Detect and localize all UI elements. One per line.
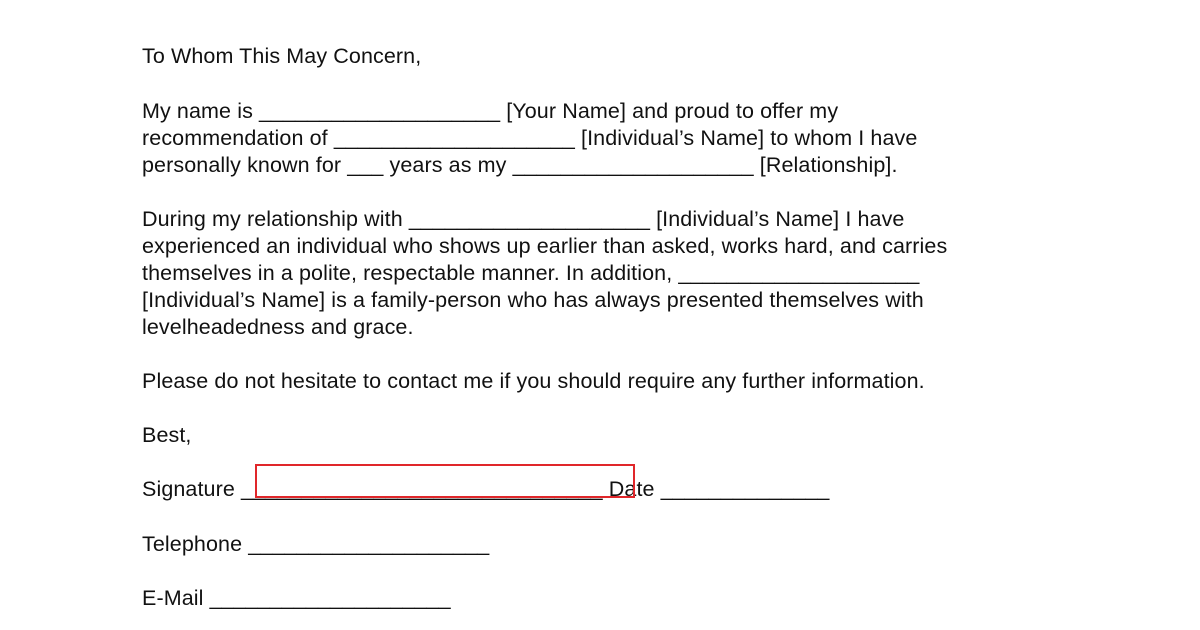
paragraph2-line2: experienced an individual who shows up earlier than asked, works hard, and carries	[142, 234, 948, 258]
signature-line: Signature ______________________________ Date ______________	[142, 477, 830, 501]
salutation: To Whom This May Concern,	[142, 44, 422, 68]
paragraph2-line5: levelheadedness and grace.	[142, 315, 414, 339]
paragraph1-line1: My name is ____________________ [Your Name] and proud to offer my	[142, 99, 839, 123]
paragraph2-line4: [Individual’s Name] is a family-person who has always presented themselves with	[142, 288, 924, 312]
paragraph1-line3: personally known for ___ years as my ____________________ [Relationship].	[142, 153, 898, 177]
paragraph1-line2: recommendation of ____________________ [Individual’s Name] to whom I have	[142, 126, 918, 150]
paragraph2-line1: During my relationship with ____________________ [Individual’s Name] I have	[142, 207, 905, 231]
telephone-line: Telephone ____________________	[142, 532, 490, 556]
paragraph3: Please do not hesitate to contact me if you should require any further information.	[142, 369, 925, 393]
paragraph2-line3: themselves in a polite, respectable manner. In addition, ____________________	[142, 261, 920, 285]
signature-field-highlight[interactable]	[255, 464, 635, 498]
closing: Best,	[142, 423, 192, 447]
email-line: E-Mail ____________________	[142, 586, 451, 610]
